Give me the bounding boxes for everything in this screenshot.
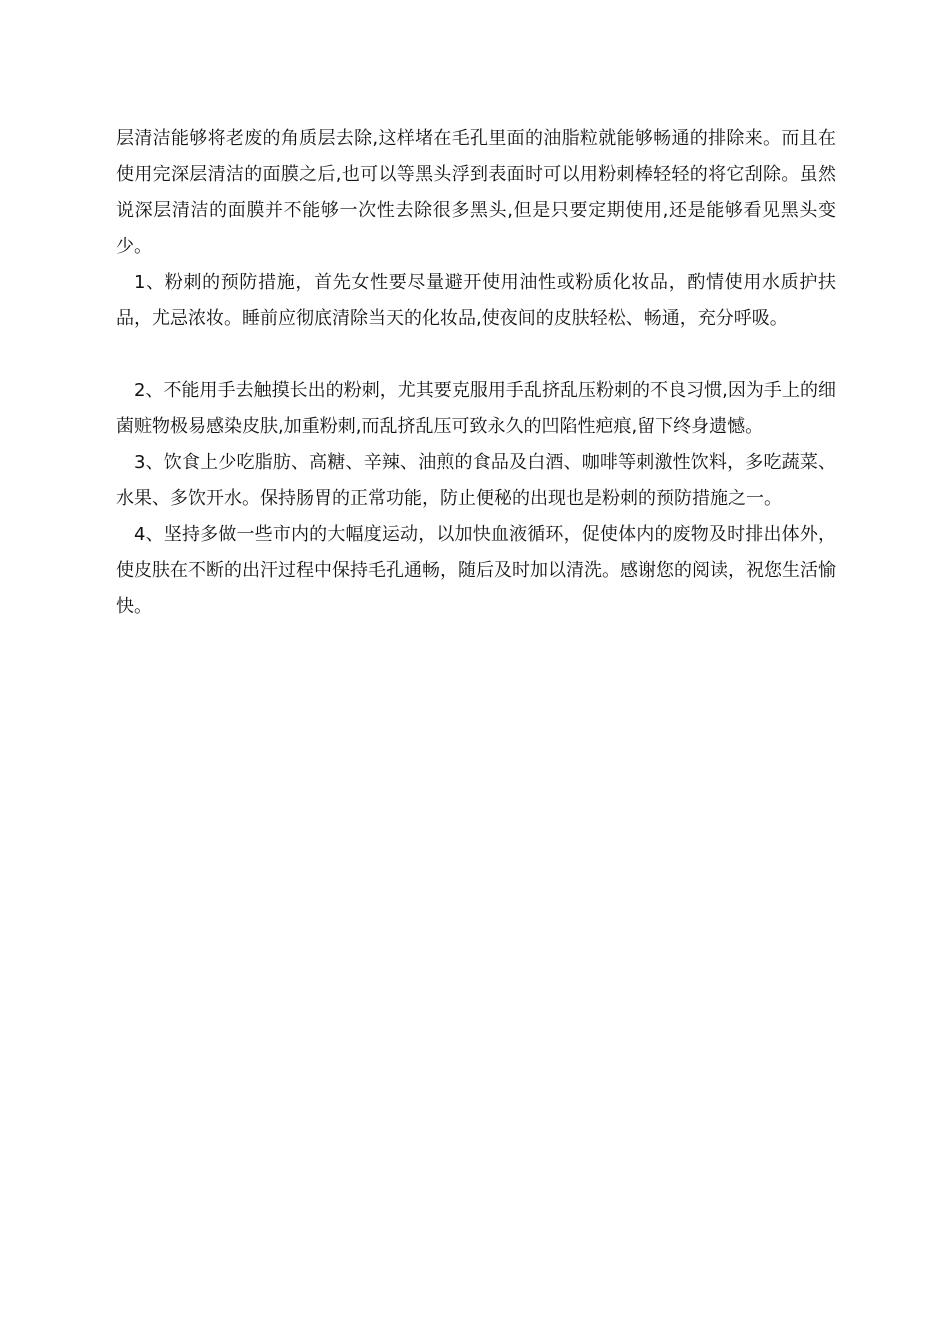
paragraph-tip-1: 1、粉刺的预防措施，首先女性要尽量避开使用油性或粉质化妆品，酌情使用水质护扶品，尤忌浓妆。睡前应彻底清除当天的化妆品,使夜间的皮肤轻松、畅通，充分呼吸。	[116, 272, 836, 329]
paragraph-spacer	[116, 337, 836, 373]
paragraph-tip-3: 3、饮食上少吃脂肪、高糖、辛辣、油煎的食品及白酒、咖啡等刺激性饮料，多吃蔬菜、水果、多饮开水。保持肠胃的正常功能，防止便秘的出现也是粉刺的预防措施之一。	[116, 452, 836, 509]
document-body	[116, 121, 836, 625]
paragraph-tip-4: 4、坚持多做一些市内的大幅度运动，以加快血液循环，促使体内的废物及时排出体外，使皮肤在不断的出汗过程中保持毛孔通畅，随后及时加以清洗。感谢您的阅读，祝您生活愉快。	[116, 524, 836, 617]
paragraph-intro: 层清洁能够将老废的角质层去除,这样堵在毛孔里面的油脂粒就能够畅通的排除来。而且在使用完深层清洁的面膜之后,也可以等黑头浮到表面时可以用粉刺棒轻轻的将它刮除。虽然说深层清洁的面膜并不能够一次性去除很多黑头,但是只要定期使用,还是能够看见黑头变少。	[116, 128, 836, 257]
paragraph-tip-2: 2、不能用手去触摸长出的粉刺，尤其要克服用手乱挤乱压粉刺的不良习惯,因为手上的细菌赃物极易感染皮肤,加重粉刺,而乱挤乱压可致永久的凹陷性疤痕,留下终身遗憾。	[116, 380, 836, 437]
